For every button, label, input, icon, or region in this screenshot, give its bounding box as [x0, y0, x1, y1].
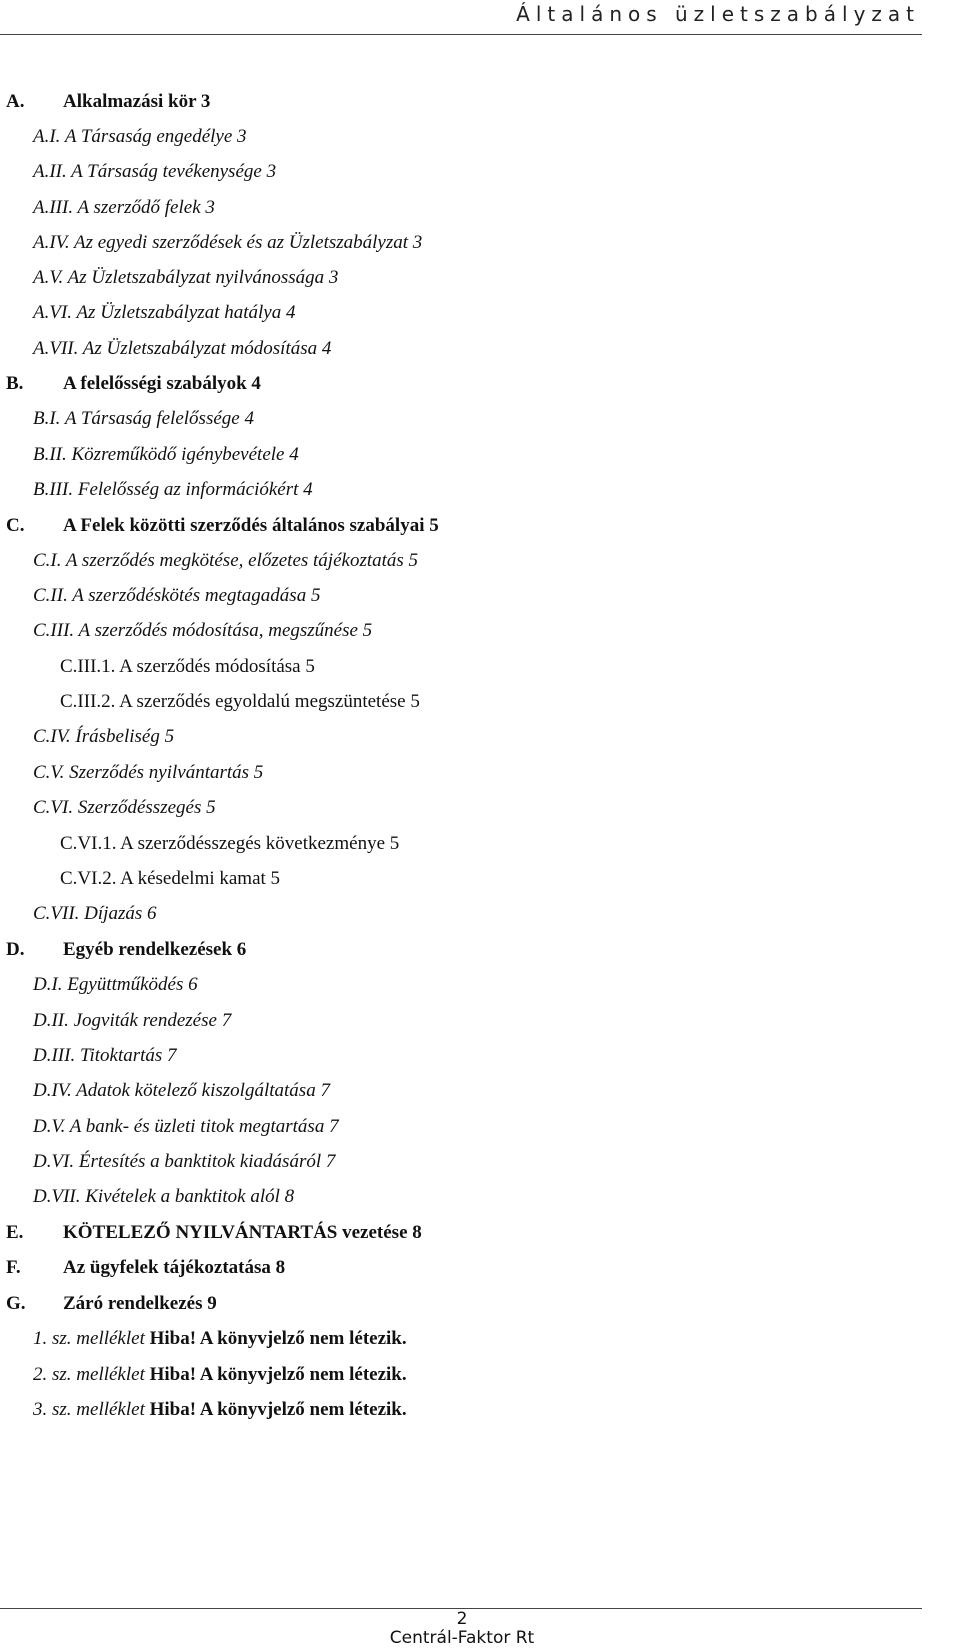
toc-entry-b-ii[interactable]: B.II. Közreműködő igénybevétele 4: [33, 444, 299, 465]
toc-section-number: G.: [6, 1293, 26, 1314]
toc-section-title: Záró rendelkezés 9: [63, 1293, 217, 1314]
toc-entry-c-v[interactable]: C.V. Szerződés nyilvántartás 5: [33, 762, 264, 783]
bookmark-error: Hiba! A könyvjelző nem létezik.: [149, 1364, 407, 1385]
toc-entry-d-vi[interactable]: D.VI. Értesítés a banktitok kiadásáról 7: [33, 1151, 336, 1172]
toc-section-title: KÖTELEZŐ NYILVÁNTARTÁS vezetése 8: [63, 1222, 422, 1243]
annex-label: 3. sz. melléklet: [33, 1399, 150, 1420]
toc-entry-c-vi-2[interactable]: C.VI.2. A késedelmi kamat 5: [60, 868, 281, 889]
toc-entry-c-vi[interactable]: C.VI. Szerződésszegés 5: [33, 797, 216, 818]
toc-entry-c-vii[interactable]: C.VII. Díjazás 6: [33, 903, 157, 924]
toc-entry-c-iv[interactable]: C.IV. Írásbeliség 5: [33, 726, 175, 747]
toc-entry-c-i[interactable]: C.I. A szerződés megkötése, előzetes tájékoztatás 5: [33, 550, 419, 571]
toc-section-title: A felelősségi szabályok 4: [63, 373, 261, 394]
toc-entry-b-i[interactable]: B.I. A Társaság felelőssége 4: [33, 408, 254, 429]
page-number: 2: [456, 1609, 468, 1629]
toc-entry-a-i[interactable]: A.I. A Társaság engedélye 3: [33, 126, 247, 147]
toc-section-number: C.: [6, 515, 25, 536]
bookmark-error: Hiba! A könyvjelző nem létezik.: [149, 1328, 407, 1349]
toc-entry-a-vi[interactable]: A.VI. Az Üzletszabályzat hatálya 4: [33, 302, 296, 323]
toc-section-title: A Felek közötti szerződés általános szabályai 5: [63, 515, 439, 536]
toc-entry-c-ii[interactable]: C.II. A szerződéskötés megtagadása 5: [33, 585, 321, 606]
toc-entry-d-iii[interactable]: D.III. Titoktartás 7: [33, 1045, 177, 1066]
header-divider: [0, 34, 922, 35]
toc-section-number: F.: [6, 1257, 21, 1278]
toc-entry-a-v[interactable]: A.V. Az Üzletszabályzat nyilvánossága 3: [33, 267, 339, 288]
toc-section-number: B.: [6, 373, 24, 394]
toc-entry-a-ii[interactable]: A.II. A Társaság tevékenysége 3: [33, 161, 277, 182]
annex-label: 2. sz. melléklet: [33, 1364, 150, 1385]
toc-entry-annex-3[interactable]: [33, 1398, 407, 1422]
toc-entry-d-v[interactable]: D.V. A bank- és üzleti titok megtartása 7: [33, 1116, 339, 1137]
toc-entry-a-vii[interactable]: A.VII. Az Üzletszabályzat módosítása 4: [33, 338, 332, 359]
toc-entry-d-i[interactable]: D.I. Együttműködés 6: [33, 974, 198, 995]
toc-entry-annex-2[interactable]: [33, 1363, 407, 1387]
toc-entry-c-iii-1[interactable]: C.III.1. A szerződés módosítása 5: [60, 656, 315, 677]
toc-section-title: Alkalmazási kör 3: [63, 91, 211, 112]
running-header: Általános üzletszabályzat: [516, 2, 920, 26]
toc-entry-d-ii[interactable]: D.II. Jogviták rendezése 7: [33, 1010, 232, 1031]
toc-section-number: A.: [6, 91, 25, 112]
toc-section-title: Az ügyfelek tájékoztatása 8: [63, 1257, 286, 1278]
toc-entry-c-iii[interactable]: C.III. A szerződés módosítása, megszűnése 5: [33, 620, 373, 641]
toc-entry-c-iii-2[interactable]: C.III.2. A szerződés egyoldalú megszüntetése 5: [60, 691, 420, 712]
toc-entry-b-iii[interactable]: B.III. Felelősség az információkért 4: [33, 479, 313, 500]
toc-entry-d-iv[interactable]: D.IV. Adatok kötelező kiszolgáltatása 7: [33, 1080, 330, 1101]
footer-company: Centrál-Faktor Rt: [389, 1628, 535, 1648]
bookmark-error: Hiba! A könyvjelző nem létezik.: [149, 1399, 407, 1420]
toc-entry-d-vii[interactable]: D.VII. Kivételek a banktitok alól 8: [33, 1186, 295, 1207]
toc-entry-a-iii[interactable]: A.III. A szerződő felek 3: [33, 197, 215, 218]
toc-section-number: D.: [6, 939, 25, 960]
toc-entry-c-vi-1[interactable]: C.VI.1. A szerződésszegés következménye 5: [60, 833, 400, 854]
toc-entry-a-iv[interactable]: A.IV. Az egyedi szerződések és az Üzletszabályzat 3: [33, 232, 423, 253]
toc-entry-annex-1[interactable]: [33, 1327, 407, 1351]
toc-section-number: E.: [6, 1222, 24, 1243]
toc-section-title: Egyéb rendelkezések 6: [63, 939, 247, 960]
annex-label: 1. sz. melléklet: [33, 1328, 150, 1349]
